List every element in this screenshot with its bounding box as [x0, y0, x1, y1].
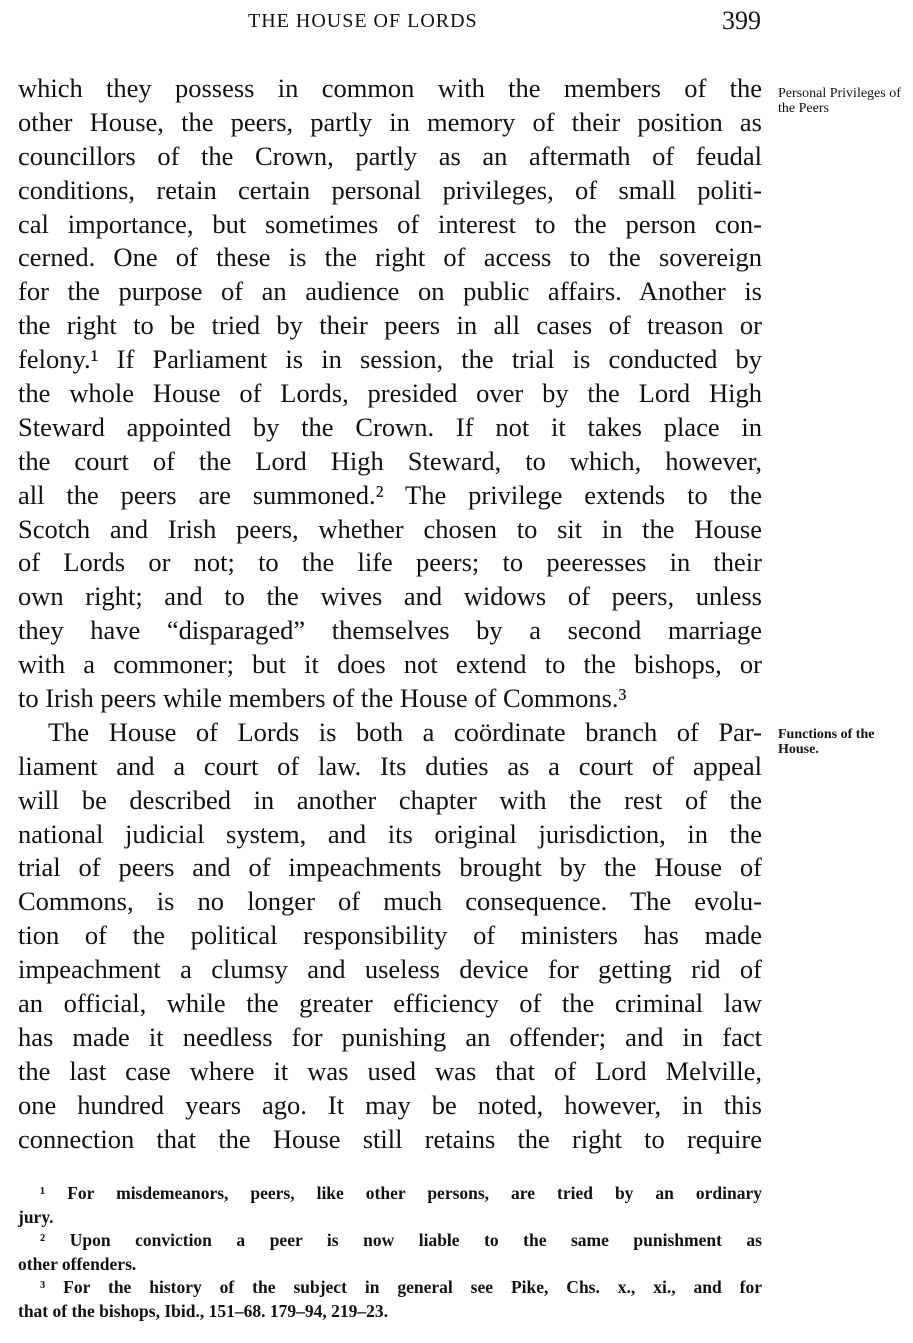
body-line: connection that the House still retains the right to require [18, 1123, 762, 1154]
body-line: liament and a court of law. Its duties as a court of appeal [18, 750, 762, 781]
body-line: trial of peers and of impeachments brought by the House of [18, 852, 762, 883]
body-line: impeachment a clumsy and useless device for getting rid of [18, 954, 762, 985]
body-line: national judicial system, and its original jurisdiction, in the [18, 818, 762, 849]
body-line: for the purpose of an audience on public affairs. Another is [18, 276, 762, 307]
body-line: the court of the Lord High Steward, to which, however, [18, 445, 762, 476]
body-line: one hundred years ago. It may be noted, however, in this [18, 1089, 762, 1120]
body-line: has made it needless for punishing an offender; and in fact [18, 1021, 762, 1052]
page-number: 399 [722, 6, 761, 35]
body-line: they have “disparaged” themselves by a second marriage [18, 615, 762, 646]
body-line: which they possess in common with the members of the [18, 73, 762, 103]
running-title: THE HOUSE OF LORDS [248, 10, 478, 32]
body-text [18, 72, 762, 1157]
body-line: Commons, is no longer of much consequence. The evolu- [18, 886, 762, 917]
body-line: the last case where it was used was that of Lord Melville, [18, 1055, 762, 1086]
margin-note-personal-privileges: Personal Privileges of the Peers [778, 86, 901, 116]
footnote-3-cont: that of the bishops, Ibid., 151–68. 179–94, 219–23. [18, 1300, 388, 1321]
footnote-1-cont: jury. [18, 1206, 54, 1227]
body-line: tion of the political responsibility of ministers has made [18, 920, 762, 951]
body-line: Steward appointed by the Crown. If not it takes place in [18, 411, 762, 442]
footnote-3: ³ For the history of the subject in general see Pike, Chs. x., xi., and for [40, 1277, 762, 1297]
body-line: conditions, retain certain personal privileges, of small politi- [18, 174, 762, 205]
margin-note-functions: Functions of the House. [778, 727, 875, 757]
body-line: the right to be tried by their peers in all cases of treason or [18, 310, 762, 341]
body-line: felony.¹ If Parliament is in session, the trial is conducted by [18, 344, 762, 375]
body-line: other House, the peers, partly in memory of their position as [18, 106, 762, 137]
body-line: councillors of the Crown, partly as an aftermath of feudal [18, 140, 762, 171]
footnote-1: ¹ For misdemeanors, peers, like other persons, are tried by an ordinary [40, 1183, 762, 1203]
body-line: cal importance, but sometimes of interest to the person con- [18, 208, 762, 239]
body-line: Scotch and Irish peers, whether chosen to sit in the House [18, 513, 762, 544]
body-line: own right; and to the wives and widows of peers, unless [18, 581, 762, 612]
body-line: to Irish peers while members of the House of Commons.³ [18, 683, 627, 714]
body-line: of Lords or not; to the life peers; to peeresses in their [18, 547, 762, 578]
body-line: all the peers are summoned.² The privilege extends to the [18, 479, 762, 510]
footnote-2: ² Upon conviction a peer is now liable to the same punishment as [40, 1230, 762, 1250]
body-line: with a commoner; but it does not extend to the bishops, or [18, 649, 762, 680]
body-line: cerned. One of these is the right of access to the sovereign [18, 242, 762, 273]
footnote-2-cont: other offenders. [18, 1253, 137, 1274]
body-line: the whole House of Lords, presided over by the Lord High [18, 378, 762, 409]
page-header [0, 6, 913, 40]
footnotes [18, 1182, 762, 1323]
body-line: an official, while the greater efficiency of the criminal law [18, 988, 762, 1019]
body-line: will be described in another chapter with the rest of the [18, 784, 762, 815]
body-line: The House of Lords is both a coördinate branch of Par- [48, 716, 762, 747]
